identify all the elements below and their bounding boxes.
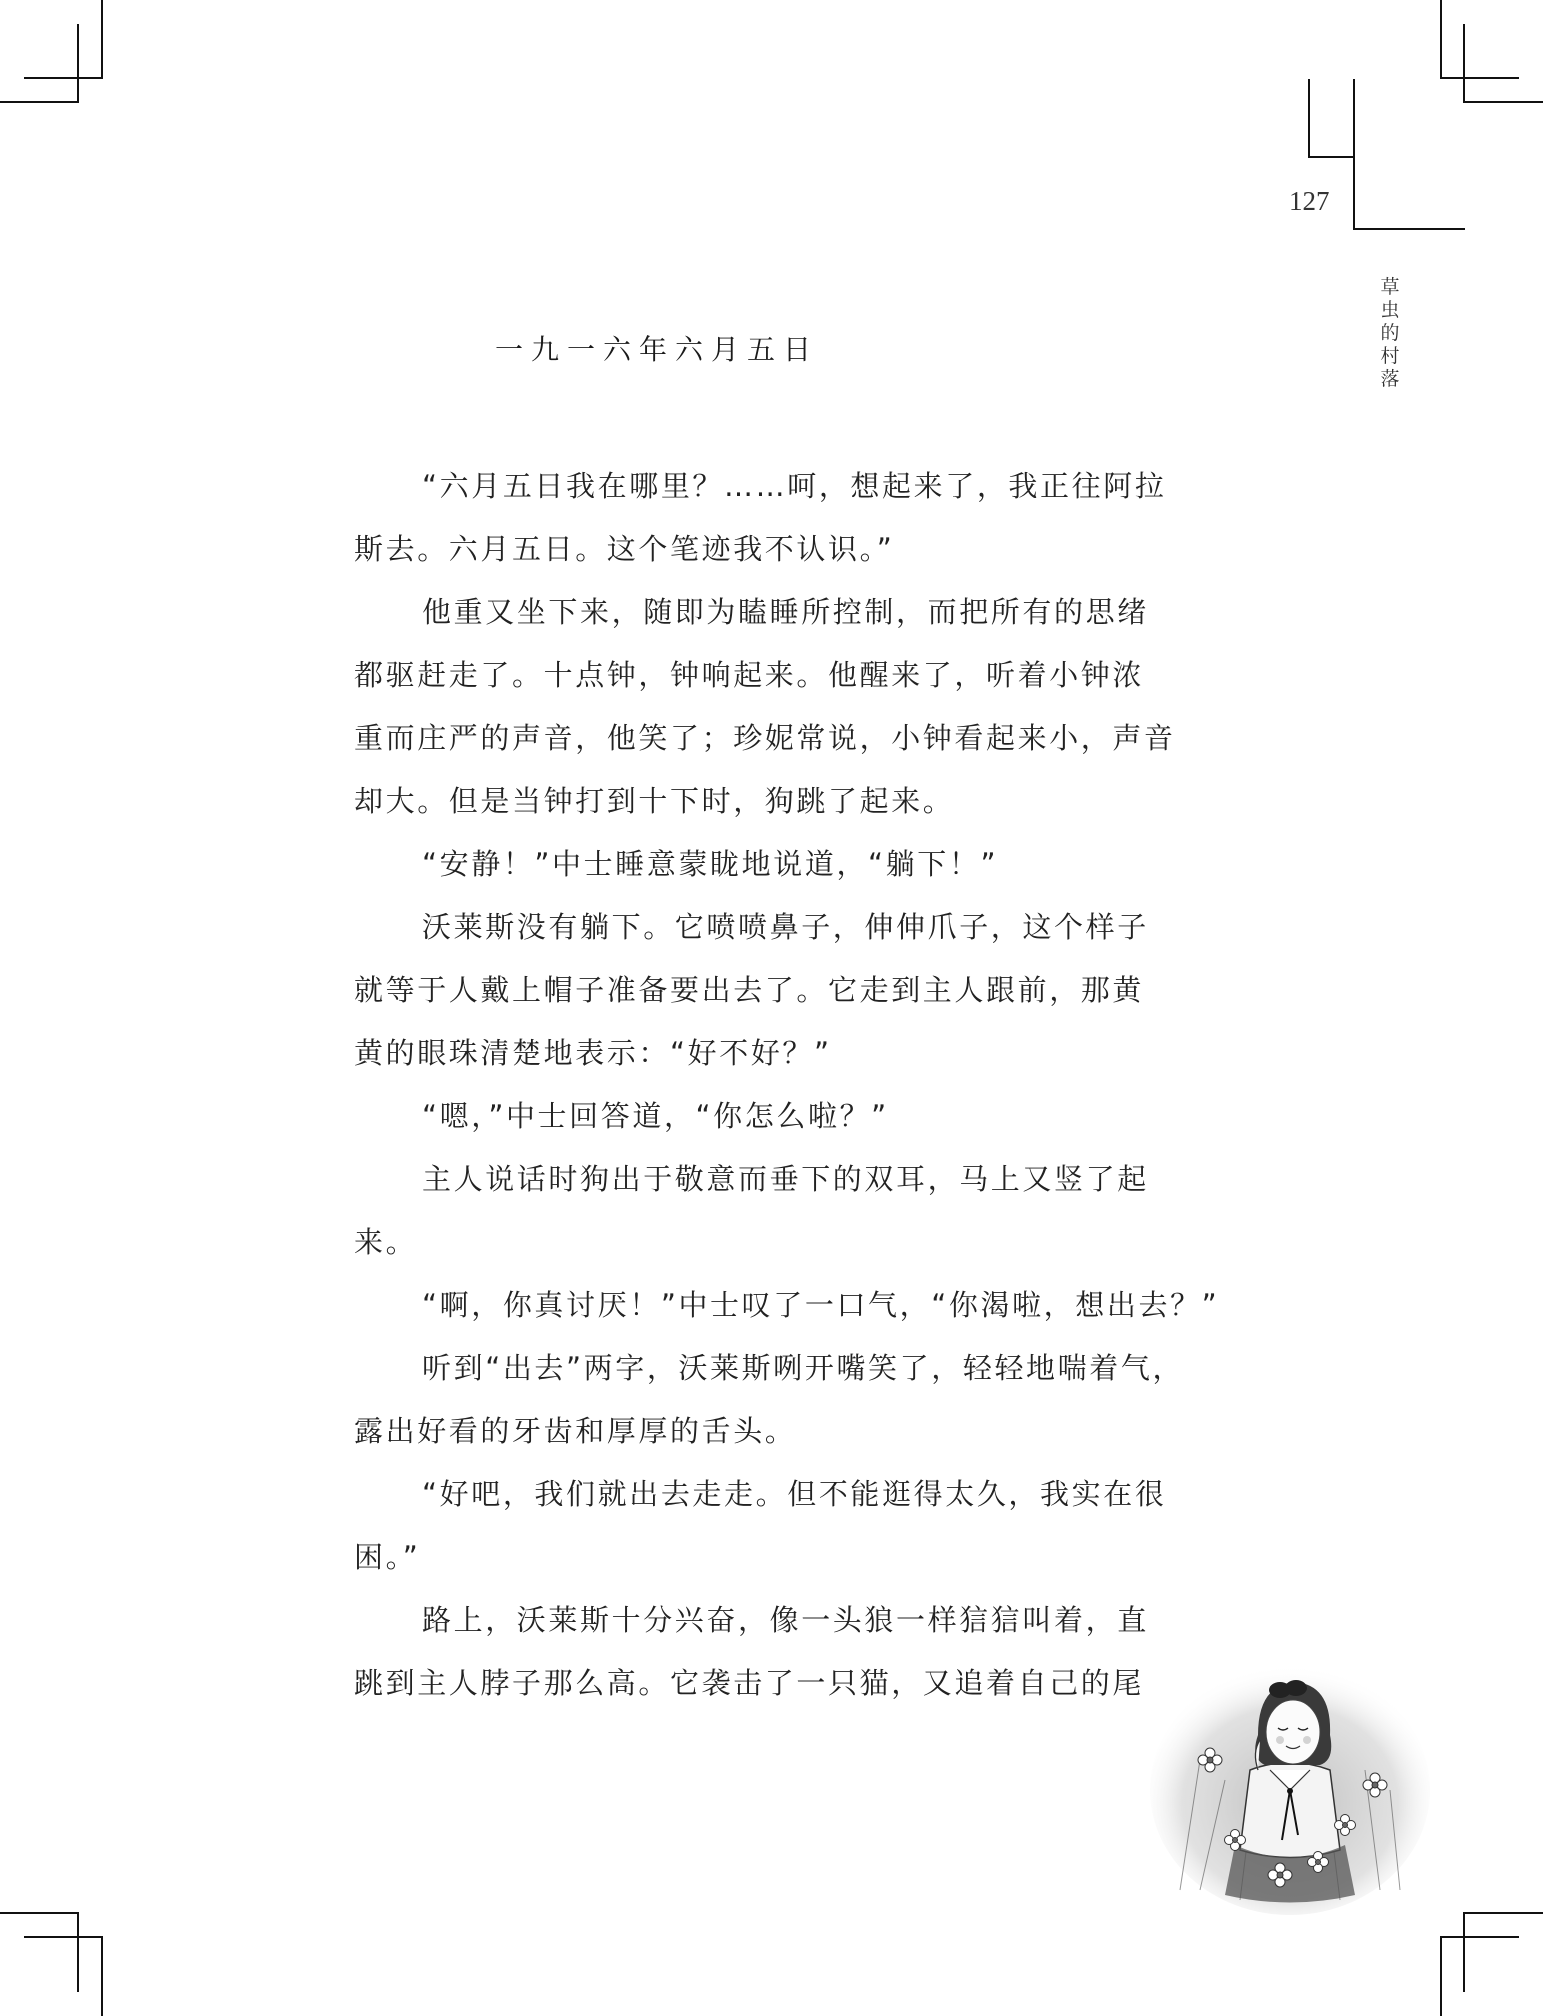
crop-mark-bottom-right-h2 xyxy=(1440,1936,1519,1938)
page-bracket-v-left xyxy=(1308,79,1310,157)
text-line: “啊，你真讨厌！”中士叹了一口气，“你渴啦，想出去？” xyxy=(422,1288,1220,1322)
crop-mark-top-left-v2 xyxy=(77,24,79,102)
crop-mark-top-right-h1 xyxy=(1440,77,1519,79)
text-line: 都驱赶走了。十点钟，钟响起来。他醒来了，听着小钟浓 xyxy=(354,658,1145,692)
crop-mark-bottom-left-v1 xyxy=(77,1912,79,1992)
crop-mark-top-right-h2 xyxy=(1463,101,1543,103)
text-line: 露出好看的牙齿和厚厚的舌头。 xyxy=(354,1414,797,1448)
text-line: “六月五日我在哪里？……呵，想起来了，我正往阿拉 xyxy=(422,469,1167,503)
text-line: 重而庄严的声音，他笑了；珍妮常说，小钟看起来小，声音 xyxy=(354,721,1176,755)
text-line: 却大。但是当钟打到十下时，狗跳了起来。 xyxy=(354,784,955,818)
text-line: 就等于人戴上帽子准备要出去了。它走到主人跟前，那黄 xyxy=(354,973,1145,1007)
text-line: “好吧，我们就出去走走。但不能逛得太久，我实在很 xyxy=(422,1477,1167,1511)
text-line: 他重又坐下来，随即为瞌睡所控制，而把所有的思绪 xyxy=(422,595,1149,629)
page-bracket-v-right xyxy=(1353,79,1355,230)
running-title-char: 虫 xyxy=(1380,299,1400,321)
running-title-char: 落 xyxy=(1380,368,1400,390)
crop-mark-top-left-h1 xyxy=(24,77,103,79)
crop-mark-bottom-left-h2 xyxy=(24,1936,103,1938)
page-bracket-h-bottom xyxy=(1353,228,1465,230)
chapter-heading: 一九一六年六月五日 xyxy=(495,333,820,366)
running-title-char: 村 xyxy=(1380,345,1400,367)
text-line: 主人说话时狗出于敬意而垂下的双耳，马上又竖了起 xyxy=(422,1162,1149,1196)
crop-mark-top-left-h2 xyxy=(0,101,79,103)
crop-mark-bottom-left-h1 xyxy=(0,1912,79,1914)
text-line: 沃莱斯没有躺下。它喷喷鼻子，伸伸爪子，这个样子 xyxy=(422,910,1149,944)
crop-mark-top-left-v1 xyxy=(101,0,103,78)
body-text xyxy=(354,455,1234,1715)
text-line: 路上，沃莱斯十分兴奋，像一头狼一样狺狺叫着，直 xyxy=(422,1603,1149,1637)
text-line: 来。 xyxy=(354,1225,418,1259)
crop-mark-bottom-left-v2 xyxy=(101,1936,103,2016)
text-line: “嗯，”中士回答道，“你怎么啦？” xyxy=(422,1099,889,1133)
running-title xyxy=(1375,276,1405,391)
text-line: 跳到主人脖子那么高。它袭击了一只猫，又追着自己的尾 xyxy=(354,1666,1145,1700)
text-line: 黄的眼珠清楚地表示：“好不好？” xyxy=(354,1036,832,1070)
crop-mark-top-right-v2 xyxy=(1463,24,1465,102)
girl-in-flowers-illustration xyxy=(1140,1640,1440,1920)
text-line: 困。” xyxy=(354,1540,421,1574)
running-title-char: 草 xyxy=(1380,276,1400,298)
crop-mark-top-right-v1 xyxy=(1440,0,1442,78)
page-bracket-h-top xyxy=(1308,156,1354,158)
crop-mark-bottom-right-h1 xyxy=(1463,1912,1543,1914)
text-line: “安静！”中士睡意蒙眬地说道，“躺下！” xyxy=(422,847,999,881)
crop-mark-bottom-right-v2 xyxy=(1440,1936,1442,2016)
running-title-char: 的 xyxy=(1380,322,1400,344)
text-line: 斯去。六月五日。这个笔迹我不认识。” xyxy=(354,532,895,566)
crop-mark-bottom-right-v1 xyxy=(1463,1912,1465,1992)
page-number: 127 xyxy=(1289,186,1330,216)
text-line: 听到“出去”两字，沃莱斯咧开嘴笑了，轻轻地喘着气， xyxy=(422,1351,1185,1385)
